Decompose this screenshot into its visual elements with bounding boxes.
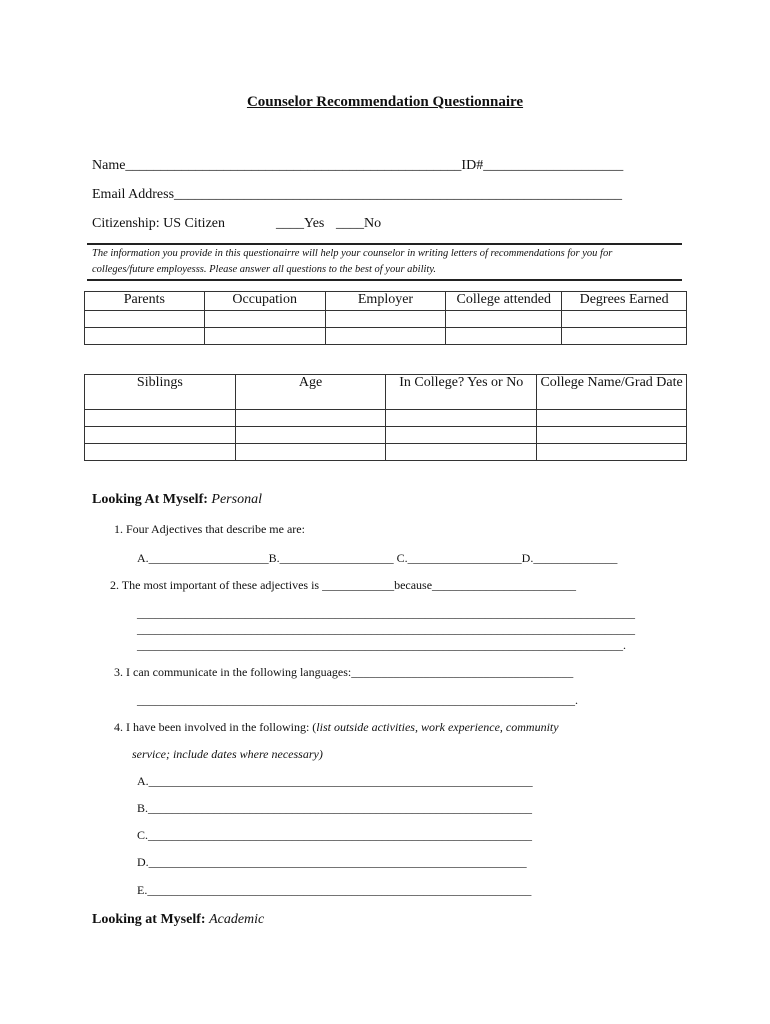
- question-3-label[interactable]: 3. I can communicate in the following languages:_____________________________________: [114, 665, 574, 679]
- table-cell[interactable]: [85, 311, 205, 328]
- table-cell[interactable]: [386, 427, 537, 444]
- age-header: Age: [235, 375, 386, 410]
- siblings-header: Siblings: [85, 375, 236, 410]
- table-cell[interactable]: [85, 410, 236, 427]
- question-4-label-line-2: service; include dates where necessary): [132, 747, 323, 761]
- table-cell[interactable]: [235, 427, 386, 444]
- question-4-label: [114, 720, 559, 735]
- citizenship-no-option[interactable]: ____No: [336, 216, 382, 231]
- question-2-answer-line[interactable]: ___________________________________________________________________________________: [137, 606, 635, 620]
- table-cell[interactable]: [537, 444, 687, 461]
- table-row: [85, 311, 687, 328]
- email-field[interactable]: Email Address________________________________________________________________: [92, 187, 623, 202]
- siblings-header-row: [85, 375, 687, 410]
- name-id-field[interactable]: Name________________________________________________ID#____________________: [92, 158, 624, 173]
- divider-bottom: [87, 279, 682, 281]
- table-row: [85, 444, 687, 461]
- table-cell[interactable]: [85, 427, 236, 444]
- table-cell[interactable]: [235, 444, 386, 461]
- parents-header-row: [85, 292, 687, 311]
- table-cell[interactable]: [446, 311, 562, 328]
- activity-line-c[interactable]: C.________________________________________________________________: [137, 828, 533, 842]
- personal-heading-text: Looking At Myself: [92, 492, 204, 507]
- citizenship-yes-option[interactable]: ____Yes: [276, 216, 325, 231]
- table-row: [85, 427, 687, 444]
- instructions-line-2: colleges/future employesss. Please answer all questions to the best of your ability.: [92, 264, 437, 275]
- table-cell[interactable]: [562, 311, 687, 328]
- question-2-answer-line[interactable]: _________________________________________________________________________________.: [137, 638, 626, 652]
- personal-section-heading: Looking At Myself: Personal: [92, 492, 262, 507]
- employer-header: Employer: [325, 292, 446, 311]
- page-title: Counselor Recommendation Questionnaire: [246, 94, 524, 110]
- table-row: [85, 328, 687, 345]
- table-cell[interactable]: [537, 427, 687, 444]
- academic-section-heading: Looking at Myself: Academic: [92, 912, 265, 927]
- question-1-label: 1. Four Adjectives that describe me are:: [114, 522, 305, 536]
- table-cell[interactable]: [386, 444, 537, 461]
- table-cell[interactable]: [325, 311, 446, 328]
- question-4-prefix: 4. I have been involved in the following: (: [114, 720, 317, 734]
- table-cell[interactable]: [204, 311, 325, 328]
- college-name-header: College Name/Grad Date: [537, 375, 687, 410]
- table-cell[interactable]: [446, 328, 562, 345]
- table-cell[interactable]: [85, 328, 205, 345]
- table-cell[interactable]: [325, 328, 446, 345]
- question-2-answer-line[interactable]: ___________________________________________________________________________________: [137, 622, 635, 636]
- degrees-earned-header: Degrees Earned: [562, 292, 687, 311]
- table-cell[interactable]: [235, 410, 386, 427]
- activity-line-e[interactable]: E.________________________________________________________________: [137, 883, 532, 897]
- table-cell[interactable]: [85, 444, 236, 461]
- citizenship-label: Citizenship: US Citizen: [92, 216, 225, 231]
- divider-top: [87, 243, 682, 245]
- table-cell[interactable]: [204, 328, 325, 345]
- activity-line-d[interactable]: D._______________________________________________________________: [137, 855, 527, 869]
- college-attended-header: College attended: [446, 292, 562, 311]
- in-college-header: In College? Yes or No: [386, 375, 537, 410]
- question-1-answer-line[interactable]: A.____________________B.___________________ C.___________________D.______________: [137, 551, 618, 565]
- occupation-header: Occupation: [204, 292, 325, 311]
- siblings-table: [84, 374, 687, 461]
- question-3-answer-line[interactable]: _________________________________________________________________________.: [137, 693, 578, 707]
- table-row: [85, 410, 687, 427]
- academic-heading-text: Looking at Myself: [92, 912, 201, 927]
- parents-table: [84, 291, 687, 345]
- activity-line-a[interactable]: A.________________________________________________________________: [137, 774, 533, 788]
- table-cell[interactable]: [537, 410, 687, 427]
- table-cell[interactable]: [386, 410, 537, 427]
- table-cell[interactable]: [562, 328, 687, 345]
- activity-line-b[interactable]: B.________________________________________________________________: [137, 801, 533, 815]
- instructions-line-1: The information you provide in this questionairre will help your counselor in writing letters of recommendations for you for: [92, 248, 613, 259]
- question-2-label[interactable]: 2. The most important of these adjectives is ____________because________________________: [110, 578, 577, 592]
- academic-subheading: Academic: [209, 912, 265, 927]
- parents-header: Parents: [85, 292, 205, 311]
- question-4-italic: list outside activities, work experience, community: [316, 720, 559, 734]
- personal-subheading: Personal: [211, 492, 262, 507]
